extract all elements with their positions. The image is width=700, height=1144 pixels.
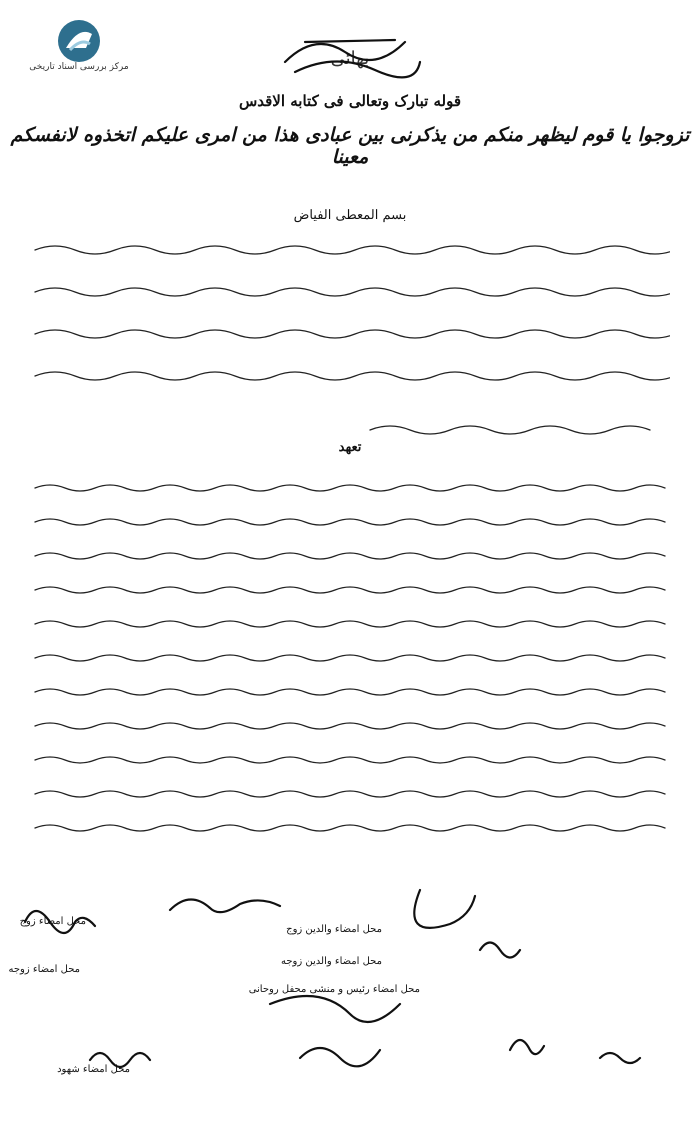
notary-heading: تعهد [338, 440, 362, 455]
preamble-script [30, 230, 670, 460]
subtitle: قوله تبارک وتعالی فی کتابه الاقدس [238, 92, 462, 110]
witness-signature-3 [510, 1040, 544, 1054]
verse: تزوجوا یا قوم لیظهر منکم من یذکرنی بین عبادی هذا من امری علیکم اتخذوه لانفسکم معینا [10, 124, 690, 168]
groom-signature-label: محل امضاء زوج [19, 916, 86, 927]
archive-name: مرکز بررسی اسناد تاریخی [29, 62, 129, 72]
bride-signature-label: محل امضاء زوجه [8, 964, 80, 975]
groom-parents-signature-label: محل امضاء والدین زوج [286, 924, 382, 935]
bride-parents-signature-label: محل امضاء والدین زوجه [281, 956, 382, 967]
assembly-signature [270, 996, 400, 1022]
notary-script [30, 470, 670, 860]
bride-mother-signature [480, 943, 520, 958]
groom-signature [25, 911, 95, 933]
witness-signature-2 [300, 1048, 380, 1066]
witness-signature-4 [600, 1053, 640, 1063]
invocation-text: بهائی [330, 48, 370, 69]
witnesses-signature-label: محل امضاء شهود [57, 1064, 130, 1075]
invocation-calligraphy [275, 22, 425, 69]
preamble-heading: بسم المعطی الفیاض [293, 208, 407, 223]
groom-father-signature [170, 899, 280, 912]
assembly-signature-label: محل امضاء رئیس و منشی محفل روحانی [248, 984, 420, 995]
bride-father-signature [414, 890, 475, 928]
witness-signature-1 [90, 1053, 150, 1067]
